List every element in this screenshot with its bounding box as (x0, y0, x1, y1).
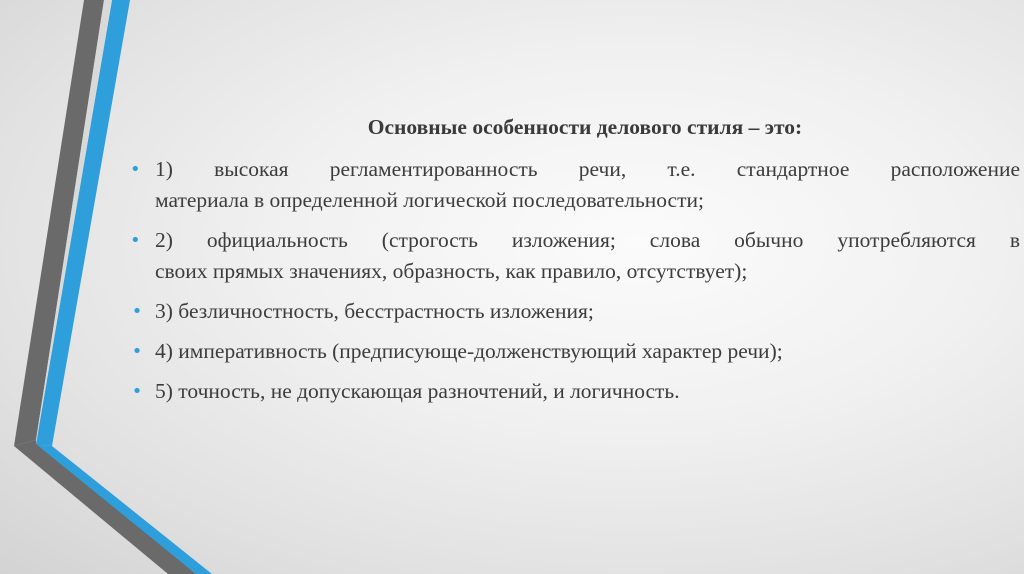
bullet-dot-icon: • (131, 301, 143, 322)
slide-content (130, 112, 1020, 416)
list-item-line: 3) безличностность, бесстрастность изложения; (155, 299, 594, 323)
bullet-dot-icon: • (130, 159, 141, 180)
list-item (130, 336, 1020, 367)
list-item (130, 154, 1020, 216)
list-item-line: 5) точность, не допускающая разночтений, и логичность. (155, 379, 680, 403)
gray-stripe-lower (14, 440, 196, 574)
bullet-dot-icon: • (131, 341, 143, 362)
slide-heading: Основные особенности делового стиля – это: (367, 115, 803, 139)
list-item-line: 2) официальность (строгость изложения; слова обычно употребляются в (155, 228, 1020, 252)
list-item-line: 4) императивность (предписующе-долженствующий характер речи); (155, 339, 783, 363)
bullet-dot-icon: • (131, 381, 143, 402)
list-item-line: материала в определенной логической последовательности; (155, 188, 704, 212)
bullet-dot-icon: • (130, 230, 141, 251)
list-item (130, 376, 1020, 407)
list-item-line: своих прямых значениях, образность, как правило, отсутствует); (155, 259, 748, 283)
blue-stripe-lower (36, 444, 212, 574)
list-item (130, 225, 1020, 287)
features-list (130, 154, 1020, 407)
list-item (130, 296, 1020, 327)
list-item-line: 1) высокая регламентированность речи, т.е. стандартное расположение (155, 157, 1020, 181)
